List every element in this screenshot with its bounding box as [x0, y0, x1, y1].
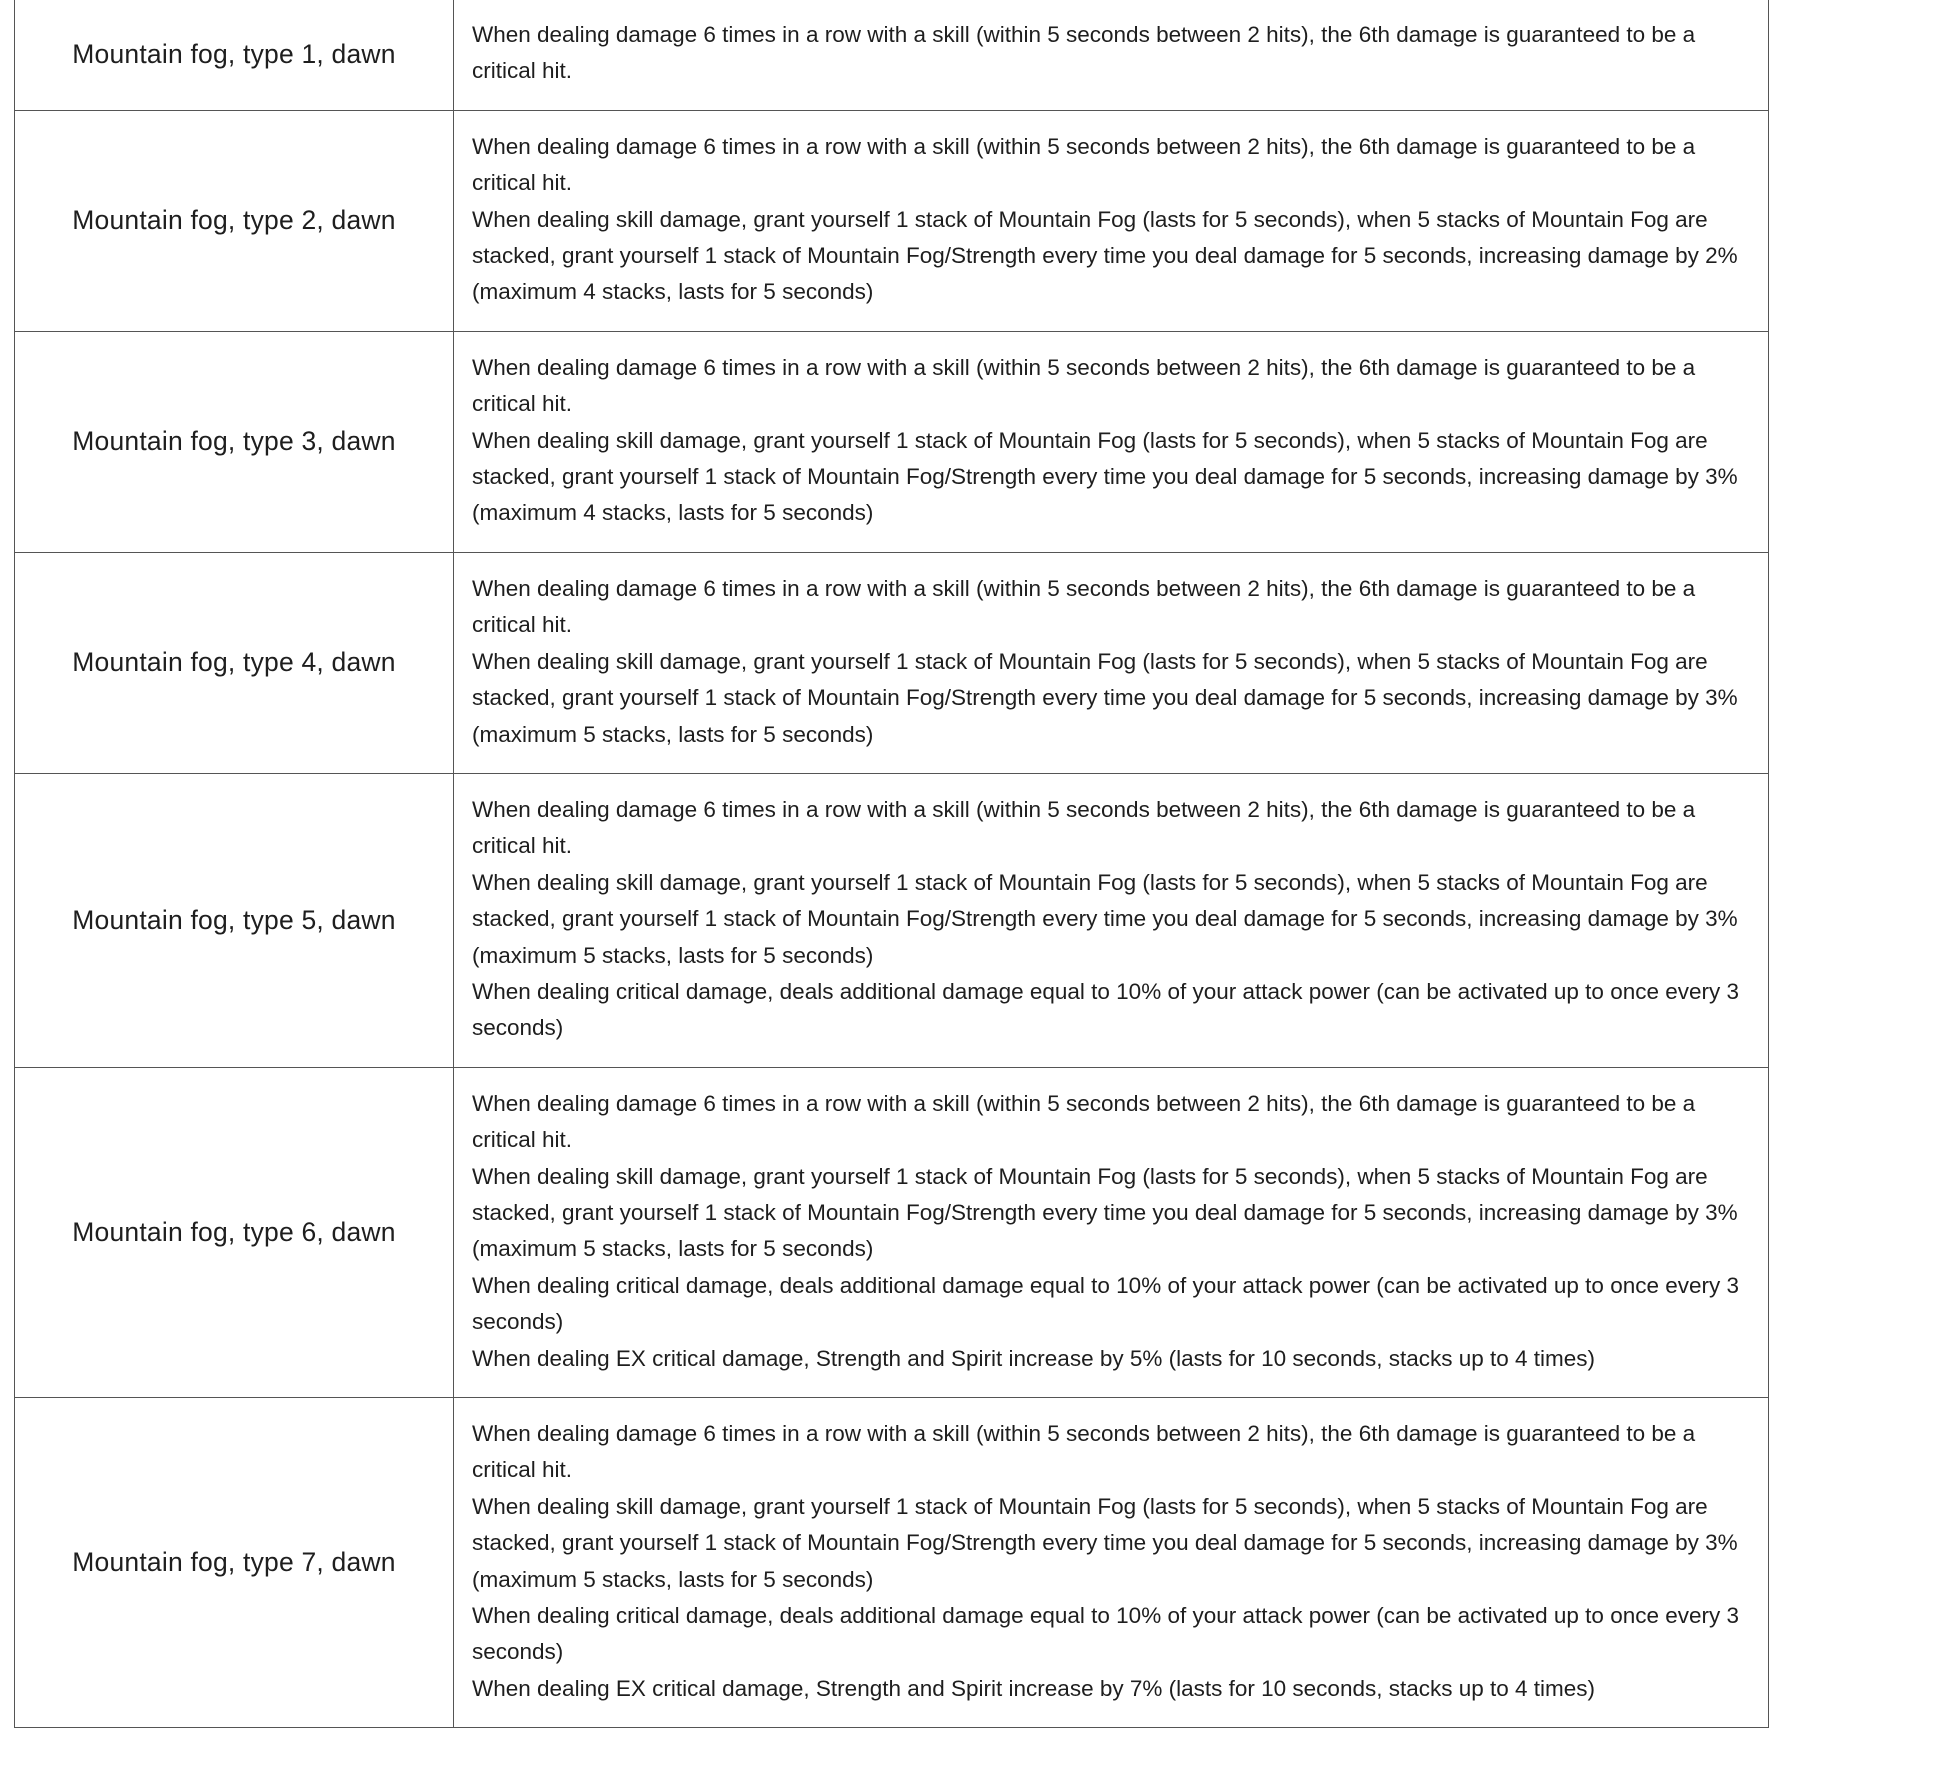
effect-name-cell: Mountain fog, type 7, dawn [15, 1398, 454, 1728]
effect-description-line: When dealing skill damage, grant yourself 1 stack of Mountain Fog (lasts for 5 seconds), when 5 stacks of Mountain Fog are stacked, grant yourself 1 stack of Mountain Fog/Strength every time you deal damage for 5 seconds, increasing damage by 3% (maximum 5 stacks, lasts for 5 seconds) [472, 869, 1738, 968]
effect-description-line: When dealing EX critical damage, Strength and Spirit increase by 7% (lasts for 10 seconds, stacks up to 4 times) [472, 1675, 1596, 1701]
effect-description-cell [454, 552, 1769, 773]
table-row [15, 1067, 1769, 1397]
effects-table-body [15, 0, 1769, 1728]
table-row [15, 1398, 1769, 1728]
effect-name-cell: Mountain fog, type 2, dawn [15, 110, 454, 331]
effect-description-cell [454, 331, 1769, 552]
effect-description-line: When dealing critical damage, deals additional damage equal to 10% of your attack power (can be activated up to once every 3 seconds) [472, 978, 1740, 1041]
table-row [15, 0, 1769, 110]
effect-description-line: When dealing skill damage, grant yourself 1 stack of Mountain Fog (lasts for 5 seconds), when 5 stacks of Mountain Fog are stacked, grant yourself 1 stack of Mountain Fog/Strength every time you deal damage for 5 seconds, increasing damage by 3% (maximum 4 stacks, lasts for 5 seconds) [472, 427, 1738, 526]
effect-description-cell [454, 0, 1769, 110]
table-row [15, 110, 1769, 331]
effect-description-line: When dealing skill damage, grant yourself 1 stack of Mountain Fog (lasts for 5 seconds), when 5 stacks of Mountain Fog are stacked, grant yourself 1 stack of Mountain Fog/Strength every time you deal damage for 5 seconds, increasing damage by 3% (maximum 5 stacks, lasts for 5 seconds) [472, 648, 1738, 747]
effect-name-cell: Mountain fog, type 1, dawn [15, 0, 454, 110]
effect-description-line: When dealing critical damage, deals additional damage equal to 10% of your attack power (can be activated up to once every 3 seconds) [472, 1603, 1740, 1665]
table-row [15, 552, 1769, 773]
effect-description-line: When dealing damage 6 times in a row with a skill (within 5 seconds between 2 hits), the 6th damage is guaranteed to be a critical hit. [472, 354, 1696, 417]
effect-description-line: When dealing damage 6 times in a row with a skill (within 5 seconds between 2 hits), the 6th damage is guaranteed to be a critical hit. [472, 133, 1696, 196]
effect-description-cell [454, 1067, 1769, 1397]
effect-description-line: When dealing skill damage, grant yourself 1 stack of Mountain Fog (lasts for 5 seconds), when 5 stacks of Mountain Fog are stacked, grant yourself 1 stack of Mountain Fog/Strength every time you deal damage for 5 seconds, increasing damage by 3% (maximum 5 stacks, lasts for 5 seconds) [472, 1163, 1738, 1262]
effect-description-line: When dealing skill damage, grant yourself 1 stack of Mountain Fog (lasts for 5 seconds), when 5 stacks of Mountain Fog are stacked, grant yourself 1 stack of Mountain Fog/Strength every time you deal damage for 5 seconds, increasing damage by 3% (maximum 5 stacks, lasts for 5 seconds) [472, 1493, 1738, 1592]
effect-description-line: When dealing damage 6 times in a row with a skill (within 5 seconds between 2 hits), the 6th damage is guaranteed to be a critical hit. [472, 1090, 1696, 1153]
effect-name-cell: Mountain fog, type 4, dawn [15, 552, 454, 773]
effect-description-cell [454, 110, 1769, 331]
effect-description-line: When dealing skill damage, grant yourself 1 stack of Mountain Fog (lasts for 5 seconds), when 5 stacks of Mountain Fog are stacked, grant yourself 1 stack of Mountain Fog/Strength every time you deal damage for 5 seconds, increasing damage by 2% (maximum 4 stacks, lasts for 5 seconds) [472, 206, 1738, 305]
effect-description-line: When dealing damage 6 times in a row with a skill (within 5 seconds between 2 hits), the 6th damage is guaranteed to be a critical hit. [472, 1421, 1696, 1483]
table-row [15, 773, 1769, 1067]
effect-description-line: When dealing critical damage, deals additional damage equal to 10% of your attack power (can be activated up to once every 3 seconds) [472, 1272, 1740, 1335]
effect-description-line: When dealing damage 6 times in a row with a skill (within 5 seconds between 2 hits), the 6th damage is guaranteed to be a critical hit. [472, 796, 1696, 859]
effect-description-line: When dealing EX critical damage, Strength and Spirit increase by 5% (lasts for 10 seconds, stacks up to 4 times) [472, 1345, 1596, 1371]
effects-table [14, 0, 1769, 1728]
effect-description-line: When dealing damage 6 times in a row with a skill (within 5 seconds between 2 hits), the 6th damage is guaranteed to be a critical hit. [472, 22, 1696, 84]
effect-description-line: When dealing damage 6 times in a row with a skill (within 5 seconds between 2 hits), the 6th damage is guaranteed to be a critical hit. [472, 575, 1696, 638]
effect-description-cell [454, 1398, 1769, 1728]
effect-name-cell: Mountain fog, type 3, dawn [15, 331, 454, 552]
table-row [15, 331, 1769, 552]
effect-description-cell [454, 773, 1769, 1067]
effect-name-cell: Mountain fog, type 6, dawn [15, 1067, 454, 1397]
effect-name-cell: Mountain fog, type 5, dawn [15, 773, 454, 1067]
